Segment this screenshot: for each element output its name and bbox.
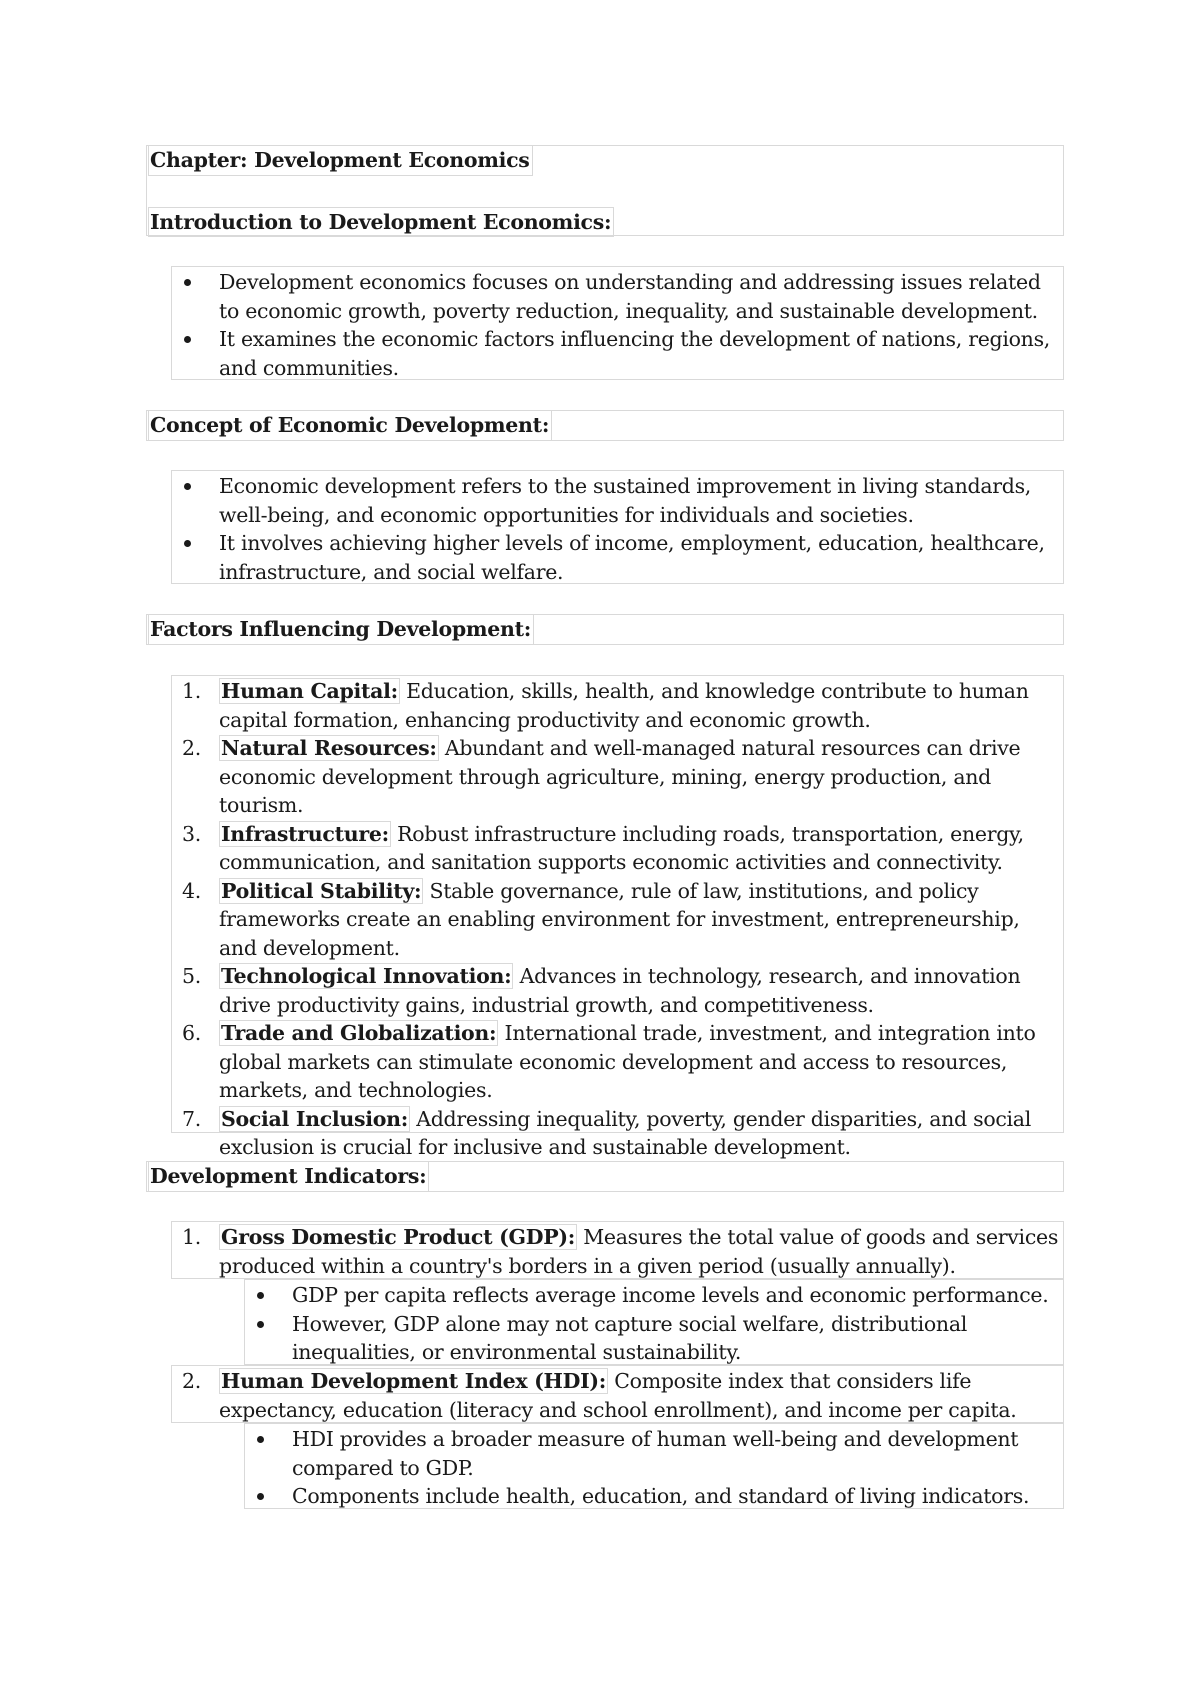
list-number: 5.	[182, 964, 201, 988]
list-item	[172, 1223, 1063, 1280]
factor-text: Robust infrastructure including roads, transportation, energy, communication, and sanitation supports economic activities and connectivity.	[219, 821, 1024, 874]
factor-label: Social Inclusion:	[221, 1106, 408, 1131]
indicators-heading: Development Indicators:	[148, 1161, 429, 1192]
list-item	[172, 820, 1063, 877]
intro-bullet-list	[172, 268, 1063, 382]
indicator-label: Human Development Index (HDI):	[221, 1369, 607, 1393]
indicator-text: Measures the total value of goods and services produced within a country's borders in a given period (usually annually).	[219, 1225, 1059, 1278]
concept-bullet-list	[172, 472, 1063, 586]
bullet-icon	[184, 483, 191, 490]
list-item: Development economics focuses on understanding and addressing issues related to economic growth, poverty reduction, inequality, and sustainable development.	[172, 268, 1063, 325]
list-number: 1.	[182, 1225, 201, 1249]
factor-label: Human Capital:	[221, 679, 398, 703]
list-item: It involves achieving higher levels of income, employment, education, healthcare, infrastructure, and social welfare.	[172, 529, 1063, 586]
list-number: 2.	[182, 736, 201, 760]
hdi-item-block	[171, 1365, 1064, 1423]
list-item	[172, 1019, 1063, 1105]
list-number: 4.	[182, 878, 201, 903]
factor-text: Education, skills, health, and knowledge contribute to human capital formation, enhancing productivity and economic growth.	[219, 679, 1029, 732]
factor-label: Political Stability:	[221, 878, 422, 903]
chapter-header-block	[146, 145, 1064, 236]
factors-heading: Factors Influencing Development:	[148, 614, 534, 645]
bullet-icon	[184, 279, 191, 286]
concept-list-block	[171, 470, 1064, 584]
gdp-sub-list-block	[244, 1279, 1064, 1365]
intro-heading: Introduction to Development Economics:	[148, 207, 614, 238]
list-item	[172, 877, 1063, 963]
chapter-title: Chapter: Development Economics	[148, 145, 533, 176]
hdi-sub-list-block	[244, 1423, 1064, 1509]
list-number: 3.	[182, 821, 201, 846]
concept-heading-block	[146, 410, 1064, 441]
factor-label: Trade and Globalization:	[221, 1021, 497, 1045]
bullet-icon	[257, 1436, 264, 1443]
list-item: HDI provides a broader measure of human well-being and development compared to GDP.	[245, 1425, 1063, 1482]
bullet-icon	[184, 540, 191, 547]
factors-numbered-list	[172, 677, 1063, 1162]
concept-heading: Concept of Economic Development:	[148, 410, 552, 441]
factors-heading-block	[146, 614, 1064, 645]
list-item	[172, 734, 1063, 820]
hdi-bullet-list	[245, 1425, 1063, 1511]
bullet-icon	[257, 1321, 264, 1328]
list-item: It examines the economic factors influencing the development of nations, regions, and communities.	[172, 325, 1063, 382]
factor-text: International trade, investment, and integration into global markets can stimulate economic development and access to resources, markets, and technologies.	[219, 1021, 1036, 1102]
factors-list-block	[171, 675, 1064, 1159]
factor-label: Technological Innovation:	[221, 964, 512, 988]
factor-text: Advances in technology, research, and innovation drive productivity gains, industrial growth, and competitiveness.	[219, 964, 1021, 1017]
list-item	[172, 1105, 1063, 1162]
list-number: 1.	[182, 679, 201, 703]
factor-label: Infrastructure:	[221, 821, 389, 846]
list-item: Components include health, education, and standard of living indicators.	[245, 1482, 1063, 1511]
bullet-icon	[257, 1493, 264, 1500]
indicator-text: Composite index that considers life expectancy, education (literacy and school enrollment), and income per capita.	[219, 1369, 1017, 1422]
gdp-bullet-list	[245, 1281, 1063, 1367]
list-number: 6.	[182, 1021, 201, 1045]
list-number: 2.	[182, 1369, 201, 1393]
bullet-icon	[184, 336, 191, 343]
indicator-label: Gross Domestic Product (GDP):	[221, 1225, 575, 1249]
list-item	[172, 1367, 1063, 1424]
factor-label: Natural Resources:	[221, 736, 437, 760]
gdp-item-block	[171, 1221, 1064, 1279]
indicators-heading-block	[146, 1161, 1064, 1192]
bullet-icon	[257, 1292, 264, 1299]
factor-text: Abundant and well-managed natural resources can drive economic development through agriculture, mining, energy production, and tourism.	[219, 736, 1021, 817]
list-item	[172, 962, 1063, 1019]
factor-text: Addressing inequality, poverty, gender disparities, and social exclusion is crucial for inclusive and sustainable development.	[219, 1106, 1031, 1159]
list-item: However, GDP alone may not capture social welfare, distributional inequalities, or environmental sustainability.	[245, 1310, 1063, 1367]
factor-text: Stable governance, rule of law, institutions, and policy frameworks create an enabling environment for investment, entrepreneurship, and development.	[219, 878, 1020, 960]
list-item	[172, 677, 1063, 734]
list-item: Economic development refers to the sustained improvement in living standards, well-being, and economic opportunities for individuals and societies.	[172, 472, 1063, 529]
list-number: 7.	[182, 1106, 201, 1131]
list-item: GDP per capita reflects average income levels and economic performance.	[245, 1281, 1063, 1310]
intro-list-block	[171, 266, 1064, 380]
